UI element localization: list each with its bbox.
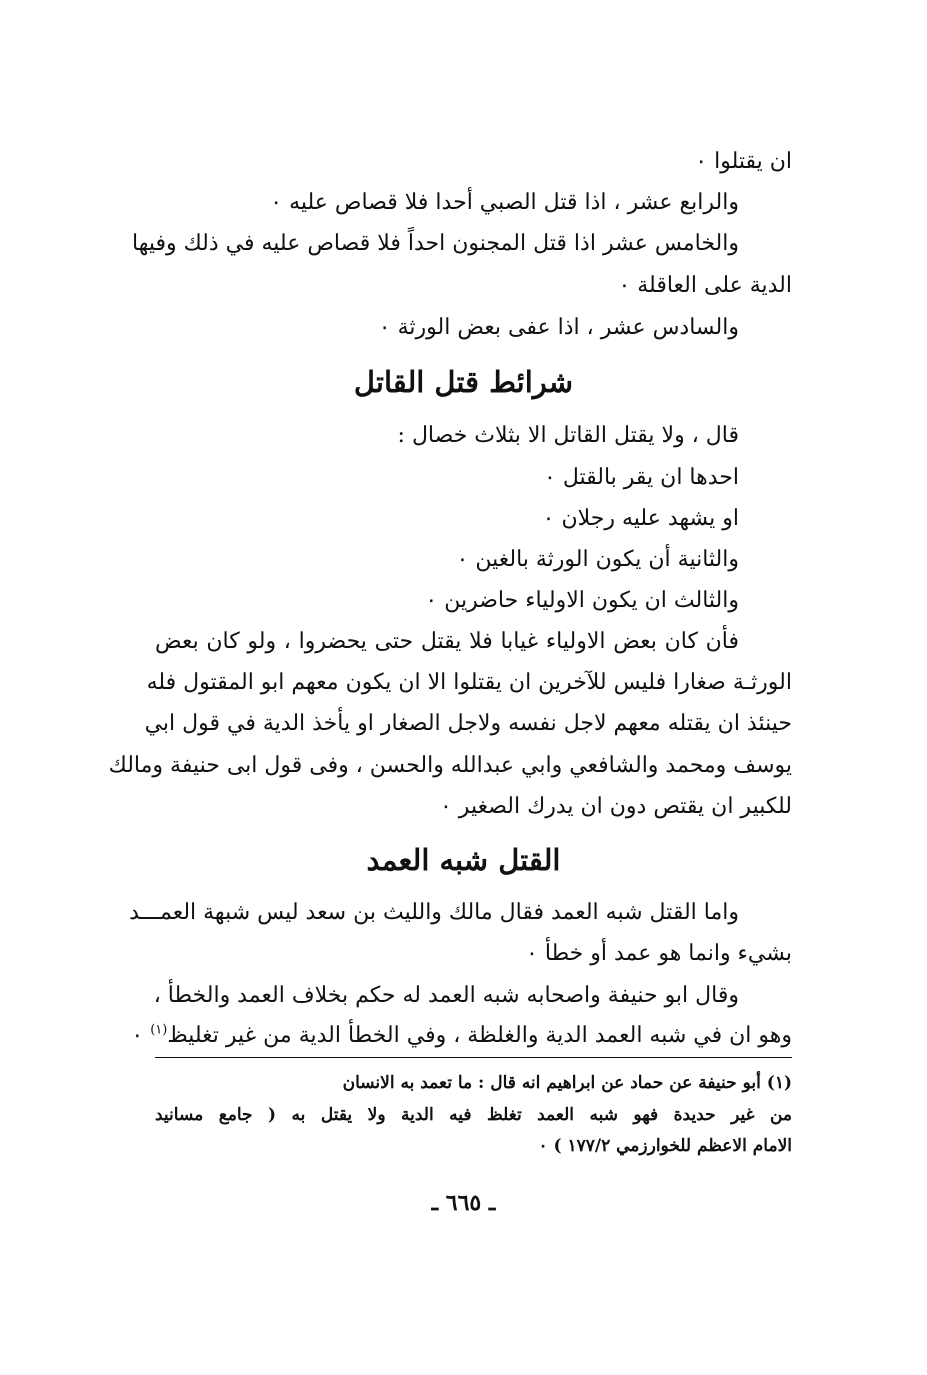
text-line-7: احدها ان يقر بالقتل ٠ [544,465,739,490]
text-line-6: قال ، ولا يقتل القاتل الا بثلاث خصال : [397,423,739,448]
text-line-16: واما القتل شبه العمد فقال مالك والليث بن سعد ليس شبهة العمـــد [129,900,739,925]
page-number: ـ ٦٦٥ ـ [431,1190,496,1216]
text-line-10: والثالث ان يكون الاولياء حاضرين ٠ [425,588,739,613]
text-line-13: حينئذ ان يقتله معهم لاجل نفسه ولاجل الصغار او يأخذ الدية في قول ابي [144,711,792,736]
text-line-11: فأن كان بعض الاولياء غيابا فلا يقتل حتى يحضروا ، ولو كان بعض [155,629,739,654]
text-line-19-main: وهو ان في شبه العمد الدية والغلظة ، وفي الخطأ الدية من غير تغليظ [167,1023,792,1048]
text-line-14: يوسف ومحمد والشافعي وابي عبدالله والحسن ، وفى قول ابى حنيفة ومالك [108,753,792,778]
footnote-line-3: الامام الاعظم للخوارزمي ١٧٧/٢ ) ٠ [538,1136,792,1156]
text-line-17: بشيء وانما هو عمد أو خطأ ٠ [526,941,792,966]
footnote-marker: (١) [150,1022,168,1038]
text-line-18: وقال ابو حنيفة واصحابه شبه العمد له حكم بخلاف العمد والخطأ ، [153,983,739,1008]
text-line-8: او يشهد عليه رجلان ٠ [542,506,739,531]
text-line-5: والسادس عشر ، اذا عفى بعض الورثة ٠ [378,315,739,340]
text-line-12: الورثـة صغارا فليس للآخرين ان يقتلوا الا ان يكون معهم ابو المقتول فله [146,670,792,695]
text-line-1: ان يقتلوا ٠ [695,149,792,174]
text-line-19 [131,1016,792,1056]
footnote-line-2: من غير حديدة فهو شبه العمد تغلظ فيه الدية ولا يقتل به ( جامع مسانيد [155,1105,792,1125]
text-line-2: والرابع عشر ، اذا قتل الصبي أحدا فلا قصاص عليه ٠ [270,190,739,215]
text-line-15: للكبير ان يقتص دون ان يدرك الصغير ٠ [439,794,792,819]
text-line-4: الدية على العاقلة ٠ [618,273,792,298]
footnote-divider [155,1057,792,1058]
section-heading-2: القتل شبه العمد [366,843,561,877]
text-line-9: والثانية أن يكون الورثة بالغين ٠ [456,547,739,572]
text-line-19-end: ٠ [131,1023,151,1048]
section-heading-1: شرائط قتل القاتل [353,365,574,399]
footnote-line-1: (١) أبو حنيفة عن حماد عن ابراهيم انه قال : ما تعمد به الانسان [342,1073,792,1093]
text-line-3: والخامس عشر اذا قتل المجنون احداً فلا قصاص عليه في ذلك وفيها [132,231,739,256]
